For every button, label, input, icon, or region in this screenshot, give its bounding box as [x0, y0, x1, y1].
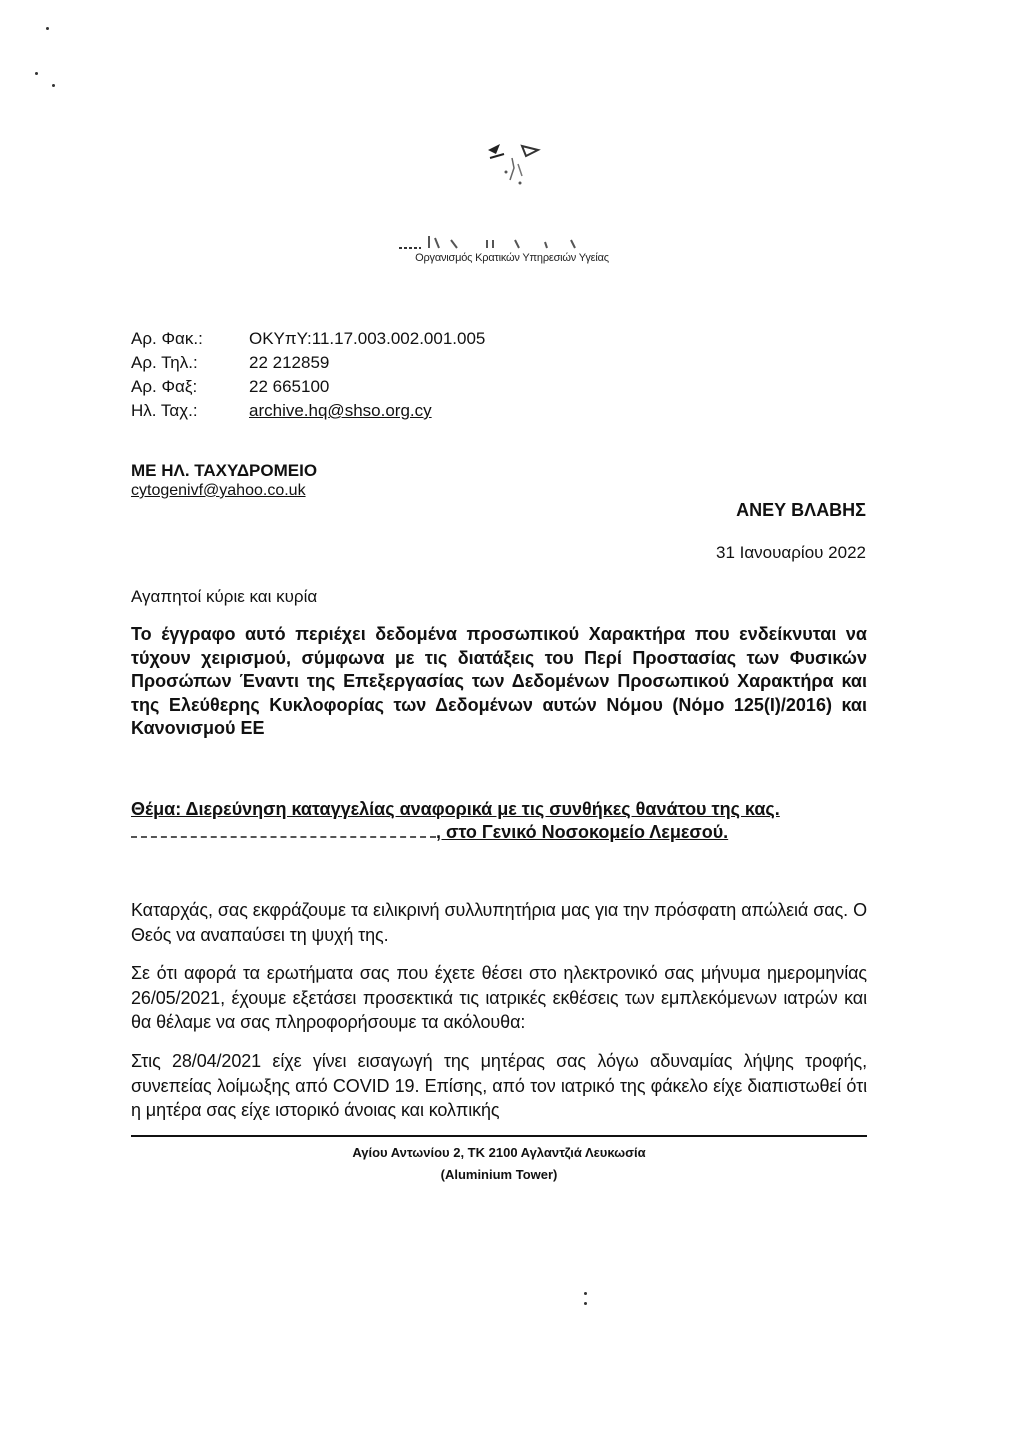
- subject-line: [131, 798, 867, 844]
- subject-prefix: Θέμα: Διερεύνηση καταγγελίας αναφορικά με τις συνθήκες θανάτου της κας.: [131, 799, 780, 819]
- ref-value: ΟΚΥπΥ:11.17.003.002.001.005: [249, 329, 486, 348]
- ref-label: Αρ. Τηλ.:: [131, 353, 198, 372]
- footer-address: Αγίου Αντωνίου 2, ΤΚ 2100 Αγλαντζιά Λευκωσία: [352, 1145, 646, 1160]
- delivery-method: ΜΕ ΗΛ. ΤΑΧΥΔΡΟΜΕΙΟ: [131, 461, 318, 480]
- archive-email-link[interactable]: archive.hq@shso.org.cy: [249, 401, 432, 420]
- scan-speck: [46, 27, 49, 30]
- phone-row: [131, 351, 485, 375]
- organization-name: Οργανισμός Κρατικών Υπηρεσιών Υγείας: [415, 252, 609, 264]
- recipient-email-link[interactable]: cytogenivf@yahoo.co.uk: [131, 482, 306, 499]
- scan-speck: [35, 72, 38, 75]
- email-row: [131, 399, 485, 423]
- body-paragraph: Στις 28/04/2021 είχε γίνει εισαγωγή της μητέρας σας λόγω αδυναμίας λήψης τροφής, συνεπείας λοίμωξης από COVID 19. Επίσης, από τον ιατρικό της φάκελο είχε διαπιστωθεί ότι η μητέρα σας είχε ιστορικό άνοιας και κολπικής: [131, 1051, 867, 1120]
- reference-block: [131, 327, 485, 423]
- organization-wordmark: [395, 232, 620, 252]
- ref-label: Αρ. Φακ.:: [131, 329, 203, 348]
- organization-emblem-icon: [460, 128, 570, 208]
- without-prejudice-marking: ΑΝΕΥ ΒΛΑΒΗΣ: [736, 500, 866, 520]
- body-paragraph: Σε ότι αφορά τα ερωτήματα σας που έχετε θέσει στο ηλεκτρονικό σας μήνυμα ημερομηνίας 26/05/2021, έχουμε εξετάσει προσεκτικά τις ιατρικές εκθέσεις των εμπλεκόμενων ιατρών και θα θέλαμε να σας πληροφορήσουμε τα ακόλουθα:: [131, 963, 867, 1032]
- ref-value: 22 665100: [249, 377, 330, 396]
- redacted-name: [131, 822, 436, 838]
- privacy-notice: Το έγγραφο αυτό περιέχει δεδομένα προσωπικού Χαρακτήρα που ενδείκνυται να τύχουν χειρισμού, σύμφωνα με τις διατάξεις του Περί Προστασίας των Φυσικών Προσώπων Έναντι της Επεξεργασίας των Δεδομένων Προσωπικού Χαρακτήρα και της Ελεύθερης Κυκλοφορίας των Δεδομένων αυτών Νόμου (Νόμο 125(Ι)/2016) και Κανονισμού ΕΕ: [131, 624, 867, 738]
- footer: [131, 1142, 867, 1186]
- scan-speck: [52, 84, 55, 87]
- file-number-row: [131, 327, 485, 351]
- fax-row: [131, 375, 485, 399]
- ref-label: Αρ. Φαξ:: [131, 377, 198, 396]
- scan-speck: [584, 1292, 587, 1295]
- body-paragraph: Καταρχάς, σας εκφράζουμε τα ειλικρινή συλλυπητήρια μας για την πρόσφατη απώλειά σας. Ο Θεός να αναπαύσει τη ψυχή της.: [131, 900, 867, 945]
- letter-date: 31 Ιανουαρίου 2022: [715, 543, 866, 562]
- salutation: Αγαπητοί κύριε και κυρία: [131, 587, 318, 606]
- subject-suffix: , στο Γενικό Νοσοκομείο Λεμεσού.: [436, 822, 729, 842]
- scan-speck: [584, 1302, 587, 1305]
- ref-label: Ηλ. Ταχ.:: [131, 401, 198, 420]
- ref-value: 22 212859: [249, 353, 330, 372]
- footer-building: (Aluminium Tower): [440, 1167, 558, 1182]
- footer-divider: [131, 1135, 867, 1137]
